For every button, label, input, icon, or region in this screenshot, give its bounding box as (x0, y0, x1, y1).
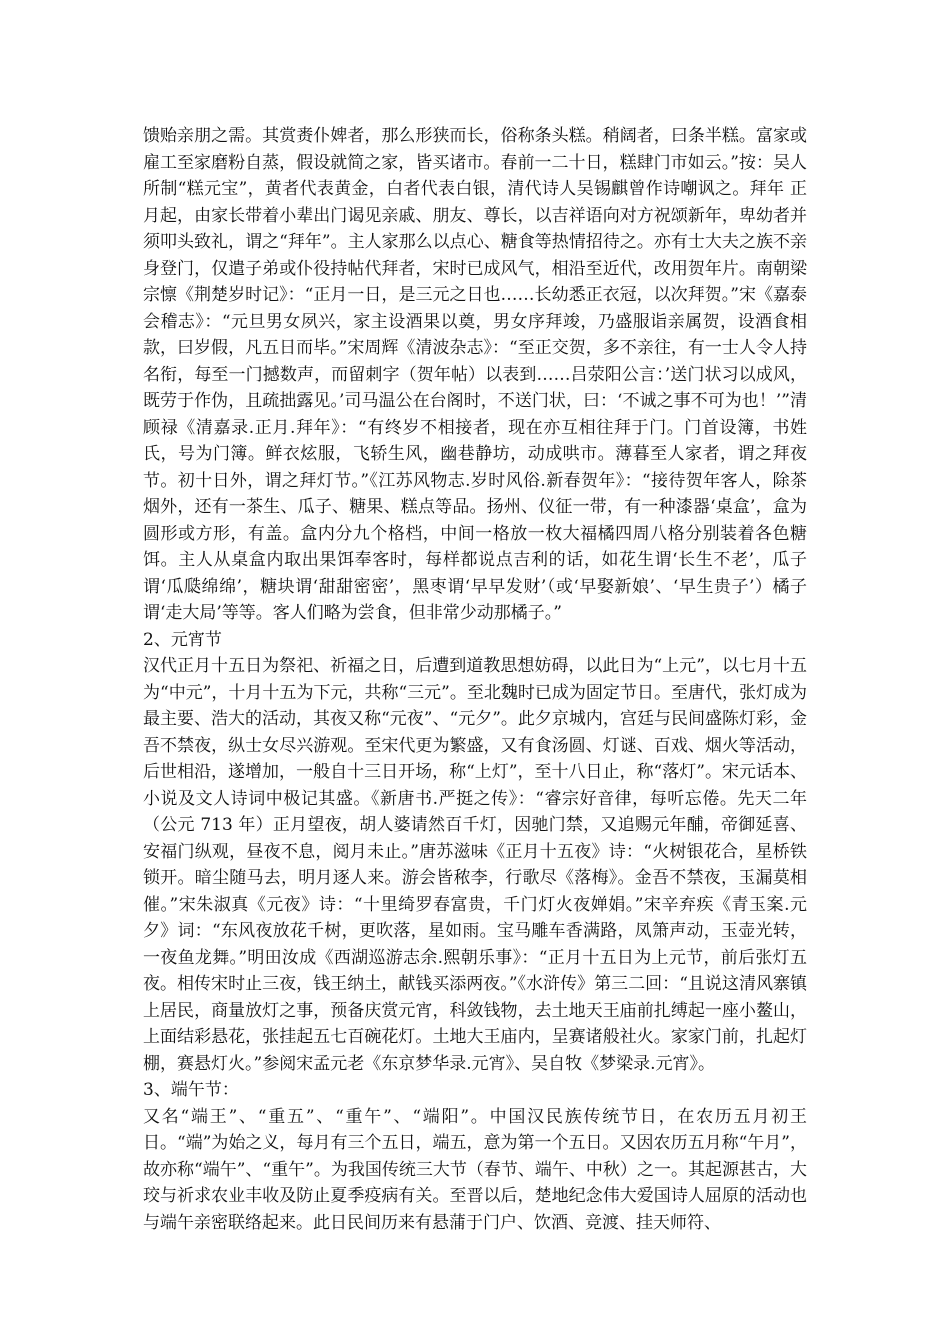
paragraph-dragon-boat-festival: 又名“端王”、“重五”、“重午”、“端阳”。中国汉民族传统节日，在农历五月初王日。“端”为始之义，每月有三个五日，端五，意为第一个五日。又因农历五月称“午月”，故亦称“端午”、“重午”。为我国传统三大节（春节、端午、中秋）之一。其起源甚古，大珓与祈求农业丰收及防止夏季疫病有关。至晋以后，楚地纪念伟大爱国诗人屈原的活动也与端午亲密联络起来。此日民间历来有悬蒲于门户、饮酒、竞渡、挂天师符、 (143, 1106, 807, 1233)
section-heading-lantern-festival: 2、元宵节 (143, 629, 222, 650)
document-body (143, 123, 807, 1236)
paragraph-new-year-greetings: 馈贻亲朋之需。其赏赉仆婢者，那么形狭而长，俗称条头糕。稍阔者，曰条半糕。富家或雇工至家磨粉自蒸，假设就简之家，皆买诸市。春前一二十日，糕肆门市如云。”按：吴人所制“糕元宝”，黄者代表黄金，白者代表白银，清代诗人吴锡麒曾作诗嘲讽之。拜年 正月起，由家长带着小辈出门谒见亲戚、朋友、尊长，以吉祥语向对方祝颂新年，卑幼者并须叩头致礼，谓之“拜年”。主人家那么以点心、糖食等热情招待之。亦有士大夫之族不亲身登门，仅遣子弟或仆役持帖代拜者，宋时已成风气，相沿至近代，改用贺年片。南朝梁宗懔《荆楚岁时记》：“正月一日，是三元之日也……长幼悉正衣冠，以次拜贺。”宋《嘉泰会稽志》：“元旦男女夙兴，家主设酒果以奠，男女序拜竣，乃盛服诣亲属贺，设酒食相款，曰岁假，凡五日而毕。”宋周辉《清波杂志》：“至正交贺，多不亲往，有一士人令人持名衔，每至一门撼数声，而留刺字（贺年帖）以表到……吕荥阳公言：’送门状习以成风，既劳于作伪，且疏拙露见。’司马温公在台阁时，不送门状，曰：‘不诚之事不可为也！’”清顾禄《清嘉录.正月.拜年》：“有终岁不相接者，现在亦互相往拜于门。门首设簿，书姓氏，号为门簿。鲜衣炫服，飞轿生风，幽巷静坊，动成哄市。薄暮至人家者，谓之拜夜节。初十日外，谓之拜灯节。”《江苏风物志.岁时风俗.新春贺年》：“接待贺年客人，除茶烟外，还有一茶生、瓜子、糖果、糕点等品。扬州、仪征一带，有一种漆器‘桌盒’，盒为圆形或方形，有盖。盒内分九个格档，中间一格放一枚大福橘四周八格分别装着各色糖饵。主人从桌盒内取出果饵奉客时，每样都说点吉利的话，如花生谓‘长生不老’，瓜子谓‘瓜瓞绵绵’，糖块谓‘甜甜密密’，黑枣谓‘早早发财’（或‘早娶新娘’、‘早生贵子’）橘子谓‘走大局’等等。客人们略为尝食，但非常少动那橘子。” (143, 126, 807, 623)
paragraph-lantern-festival: 汉代正月十五日为祭祀、祈福之日，后遭到道教思想妨碍，以此日为“上元”，以七月十五为“中元”，十月十五为下元，共称“三元”。至北魏时已成为固定节日。至唐代，张灯成为最主要、浩大的活动，其夜又称“元夜”、“元夕”。此夕京城内，宫廷与民间盛陈灯彩，金吾不禁夜，纵士女尽兴游观。至宋代更为繁盛，又有食汤圆、灯谜、百戏、烟火等活动，后世相沿，遂增加，一般自十三日开场，称“上灯”，至十八日止，称“落灯”。宋元话本、小说及文人诗词中极记其盛。《新唐书.严挺之传》：“睿宗好音律，每听忘倦。先天二年（公元 713 年）正月望夜，胡人婆请然百千灯，因驰门禁，又追赐元年酺，帝御延喜、安福门纵观，昼夜不息，阅月未止。”唐苏滋味《正月十五夜》诗：“火树银花合，星桥铁锁开。暗尘随马去，明月逐人来。游会皆秾李，行歌尽《落梅》。金吾不禁夜，玉漏莫相催。”宋朱淑真《元夜》诗：“十里绮罗春富贵，千门灯火夜婵娟。”宋辛弃疾《青玉案.元夕》词：“东风夜放花千树，更吹落，星如雨。宝马雕车香满路，凤箫声动，玉壶光转，一夜鱼龙舞。”明田汝成《西湖巡游志余.熙朝乐事》：“正月十五日为上元节，前后张灯五夜。相传宋时止三夜，钱王纳土，献钱买添两夜。”《水浒传》第三二回：“且说这清风寨镇上居民，商量放灯之事，预备庆赏元宵，科敛钱物，去土地天王庙前扎缚起一座小鳌山，上面结彩悬花，张挂起五七百碗花灯。土地大王庙内，呈赛诸般社火。家家门前，扎起灯棚，赛悬灯火。”参阅宋孟元老《东京梦华录.元宵》、吴自牧《梦梁录.元宵》。 (143, 656, 807, 1074)
section-heading-dragon-boat-festival: 3、端午节： (143, 1080, 239, 1100)
